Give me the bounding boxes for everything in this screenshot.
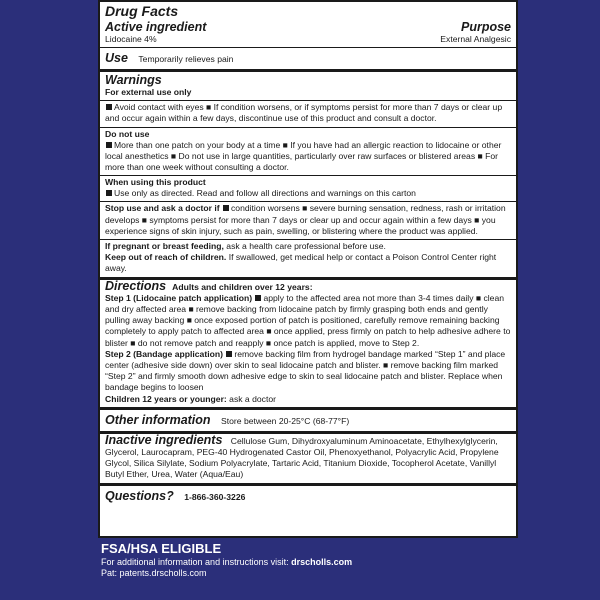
stop-use-text: condition worsens ■ severe burning sensation, redness, rash or irritation develops ■ symptoms persist for more than 7 days or clear up and occur again within a few days ■ you experience signs of skin injury, such as pain, swelling, or blistering where the product was applied.: [105, 203, 506, 236]
pregnancy-heading: If pregnant or breast feeding,: [105, 241, 224, 252]
directions-heading: Directions: [105, 278, 167, 293]
external-use-section: [100, 101, 516, 127]
step1-text: apply to the affected area not more than 3-4 times daily ■ clean and dry affected area ■ remove backing from lidocaine patch by firmly grasping both ends and gently pulling away backing ■ once exposed portion of patch is positioned, carefully remove remaining backing completely to apply patch to affected area ■ once applied, press firmly on patch to help adhesive adhere to blister ■ do not remove patch and reapply ■ once patch is applied, move to Step 2.: [105, 292, 511, 348]
other-info-heading: Other information: [105, 412, 211, 427]
stop-use-section: [100, 202, 516, 240]
fsa-eligible-label: FSA/HSA ELIGIBLE: [101, 541, 222, 556]
bullet-icon: [106, 190, 112, 196]
questions-heading: Questions?: [105, 488, 174, 503]
bullet-icon: [106, 104, 112, 110]
title-section: [100, 2, 516, 48]
directions-section: [100, 280, 516, 410]
active-ingredient-value: Lidocaine 4%: [105, 34, 157, 44]
step1-heading: Step 1 (Lidocaine patch application): [105, 292, 253, 303]
info-site-link[interactable]: drscholls.com: [291, 557, 353, 567]
warnings-heading: Warnings: [105, 73, 162, 88]
bullet-icon: [226, 351, 232, 357]
pregnancy-section: [100, 240, 516, 280]
drug-facts-title: Drug Facts: [105, 3, 179, 19]
when-using-heading: When using this product: [105, 177, 206, 188]
other-info-section: [100, 410, 516, 434]
keep-out-heading: Keep out of reach of children.: [105, 252, 227, 263]
external-use-heading: For external use only: [105, 87, 192, 98]
inactive-section: [100, 434, 516, 486]
do-not-use-section: [100, 128, 516, 177]
when-using-section: [100, 176, 516, 202]
step2-heading: Step 2 (Bandage application): [105, 348, 223, 359]
patent-text: Pat: patents.drscholls.com: [101, 568, 207, 578]
pregnancy-text: ask a health care professional before use.: [226, 241, 386, 252]
info-prefix: For additional information and instructions visit:: [101, 557, 289, 567]
inactive-text: Cellulose Gum, Dihydroxyaluminum Aminoacetate, Ethylhexylglycerin, Glycerol, Laurocapram, PEG-40 Hydrogenated Castor Oil, Phenoxyethanol, Polyacrylic Acid, Propylene Glycol, Silica Silylate, Sodium Polyacrylate, Tartaric Acid, Titanium Dioxide, Tocopherol Acetate, Vanillyl Butyl Ether, Urea, Water (Aqua/Eau): [105, 435, 499, 480]
active-ingredient-heading: Active ingredient: [105, 20, 207, 34]
stop-use-heading: Stop use and ask a doctor if: [105, 203, 220, 214]
keep-out-text: If swallowed, get medical help or contact a Poison Control Center right away.: [105, 252, 497, 274]
questions-phone: 1-866-360-3226: [184, 491, 246, 502]
use-section: [100, 48, 516, 72]
step2-text: remove backing film from hydrogel bandage marked “Step 1” and place center (adhesive side down) over skin to seal lidocaine patch and blister. ■ remove backing film marked “Step 2” and firmly smooth down adhesive edge to skin to seal lidocaine patch and blister. Replace when bandage begins to loosen: [105, 348, 506, 393]
drug-facts-panel: [98, 0, 518, 538]
external-use-text: Avoid contact with eyes ■ If condition worsens, or if symptoms persist for more than 7 days or clear up and occur again within a few days, discontinue use of this product and consult a doctor.: [105, 102, 503, 124]
bullet-icon: [255, 295, 261, 301]
children-heading: Children 12 years or younger:: [105, 393, 227, 404]
other-info-text: Store between 20-25°C (68-77°F): [221, 415, 350, 426]
do-not-use-heading: Do not use: [105, 128, 150, 139]
use-heading: Use: [105, 51, 128, 66]
carton-footer: [98, 538, 518, 600]
purpose-value: External Analgesic: [440, 34, 511, 44]
inactive-heading: Inactive ingredients: [105, 432, 223, 447]
adults-heading: Adults and children over 12 years:: [172, 281, 313, 292]
use-text: Temporarily relieves pain: [138, 54, 234, 65]
bullet-icon: [223, 205, 229, 211]
warnings-section: [100, 72, 516, 101]
purpose-heading: Purpose: [460, 20, 511, 34]
bullet-icon: [106, 142, 112, 148]
questions-section: [100, 486, 516, 507]
do-not-use-text: More than one patch on your body at a time ■ If you have had an allergic reaction to lidocaine or other local anesthetics ■ Do not use in large quantities, particularly over raw surfaces or blistered areas ■ For more than one week without consulting a doctor.: [105, 139, 502, 173]
when-using-text: Use only as directed. Read and follow all directions and warnings on this carton: [114, 188, 416, 199]
children-text: ask a doctor: [229, 393, 276, 404]
